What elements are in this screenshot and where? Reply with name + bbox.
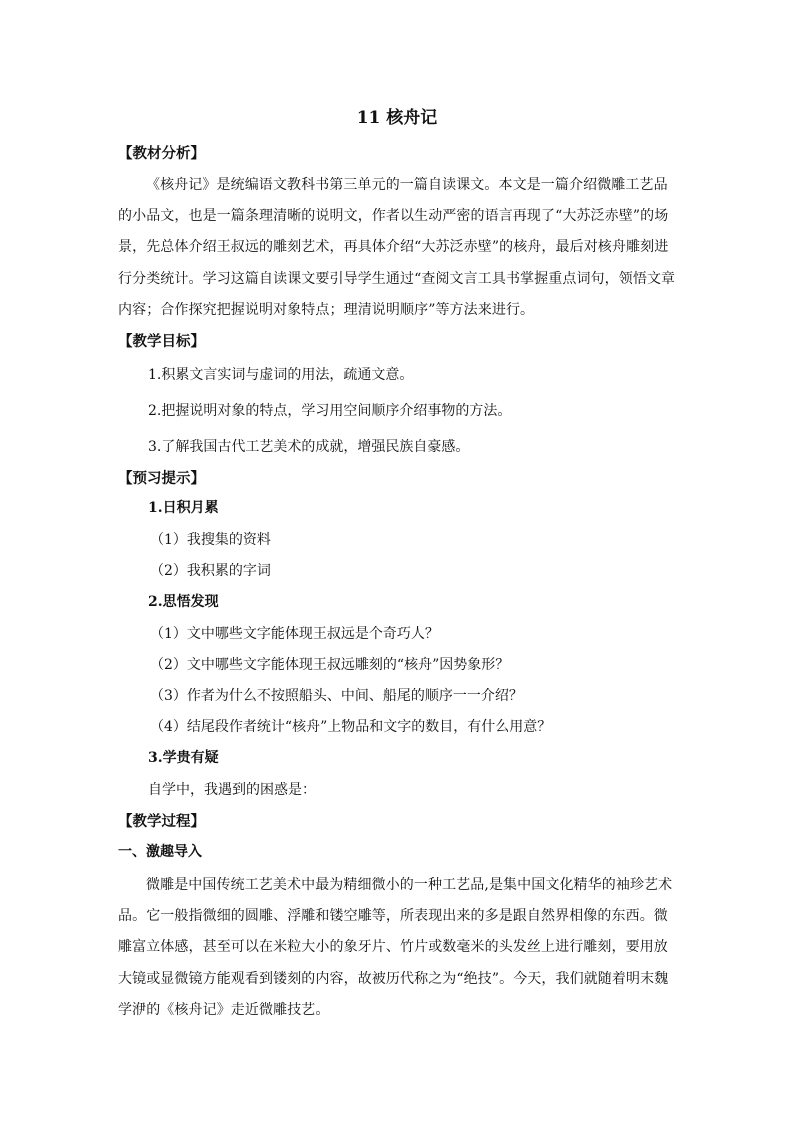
goal-item-1: 1.积累文言实词与虚词的用法，疏通文意。 xyxy=(148,367,414,383)
page-title: 11 核舟记 xyxy=(356,108,438,128)
preview-part1-item-1: （1）我搜集的资料 xyxy=(150,532,271,548)
preview-part1-title: 1.日积月累 xyxy=(148,500,219,516)
preview-part3-text: 自学中，我遇到的困惑是： xyxy=(148,782,316,798)
paragraph-material-analysis: 《核舟记》是统编语文教科书第三单元的一篇自读课文。本文是一篇介绍微雕工艺品的小品文，也是一篇条理清晰的说明文，作者以生动严密的语言再现了“大苏泛赤壁”的场景，先总体介绍王叔远的雕刻艺术，再具体介绍“大苏泛赤壁”的核舟，最后对核舟雕刻进行分类统计。学习这篇自读课文要引导学生通过“查阅文言工具书掌握重点词句，领悟文章内容；合作探究把握说明对象特点；理清说明顺序”等方法来进行。 xyxy=(118,177,676,318)
process-step1-title: 一、激趣导入 xyxy=(118,844,202,860)
preview-part3-title: 3.学贵有疑 xyxy=(148,750,219,766)
goal-item-3: 3.了解我国古代工艺美术的成就，增强民族自豪感。 xyxy=(148,439,470,455)
heading-teaching-process: 【教学过程】 xyxy=(118,813,205,830)
preview-part2-item-2: （2）文中哪些文字能体现王叔远雕刻的“核舟”因势象形？ xyxy=(150,657,510,673)
heading-preview-tips: 【预习提示】 xyxy=(118,470,205,487)
goal-item-2: 2.把握说明对象的特点，学习用空间顺序介绍事物的方法。 xyxy=(148,403,512,419)
preview-part2-item-1: （1）文中哪些文字能体现王叔远是个奇巧人？ xyxy=(150,626,439,642)
preview-part2-item-3: （3）作者为什么不按照船头、中间、船尾的顺序一一介绍？ xyxy=(150,688,523,704)
preview-part2-title: 2.思悟发现 xyxy=(148,594,219,610)
preview-part1-item-2: （2）我积累的字词 xyxy=(150,563,271,579)
heading-teaching-goals: 【教学目标】 xyxy=(118,333,205,350)
preview-part2-item-4: （4）结尾段作者统计“核舟”上物品和文字的数目，有什么用意？ xyxy=(150,719,552,735)
process-step1-paragraph: 微雕是中国传统工艺美术中最为精细微小的一种工艺品,是集中国文化精华的袖珍艺术品。它一般指微细的圆雕、浮雕和镂空雕等，所表现出来的多是跟自然界相像的东西。微雕富立体感，甚至可以在米粒大小的象牙片、竹片或数毫米的头发丝上进行雕刻，要用放大镜或显微镜方能观看到镂刻的内容，故被历代称之为“绝技”。今天，我们就随着明末魏学洢的《核舟记》走近微雕技艺。 xyxy=(118,877,673,1018)
heading-material-analysis: 【教材分析】 xyxy=(118,145,205,162)
